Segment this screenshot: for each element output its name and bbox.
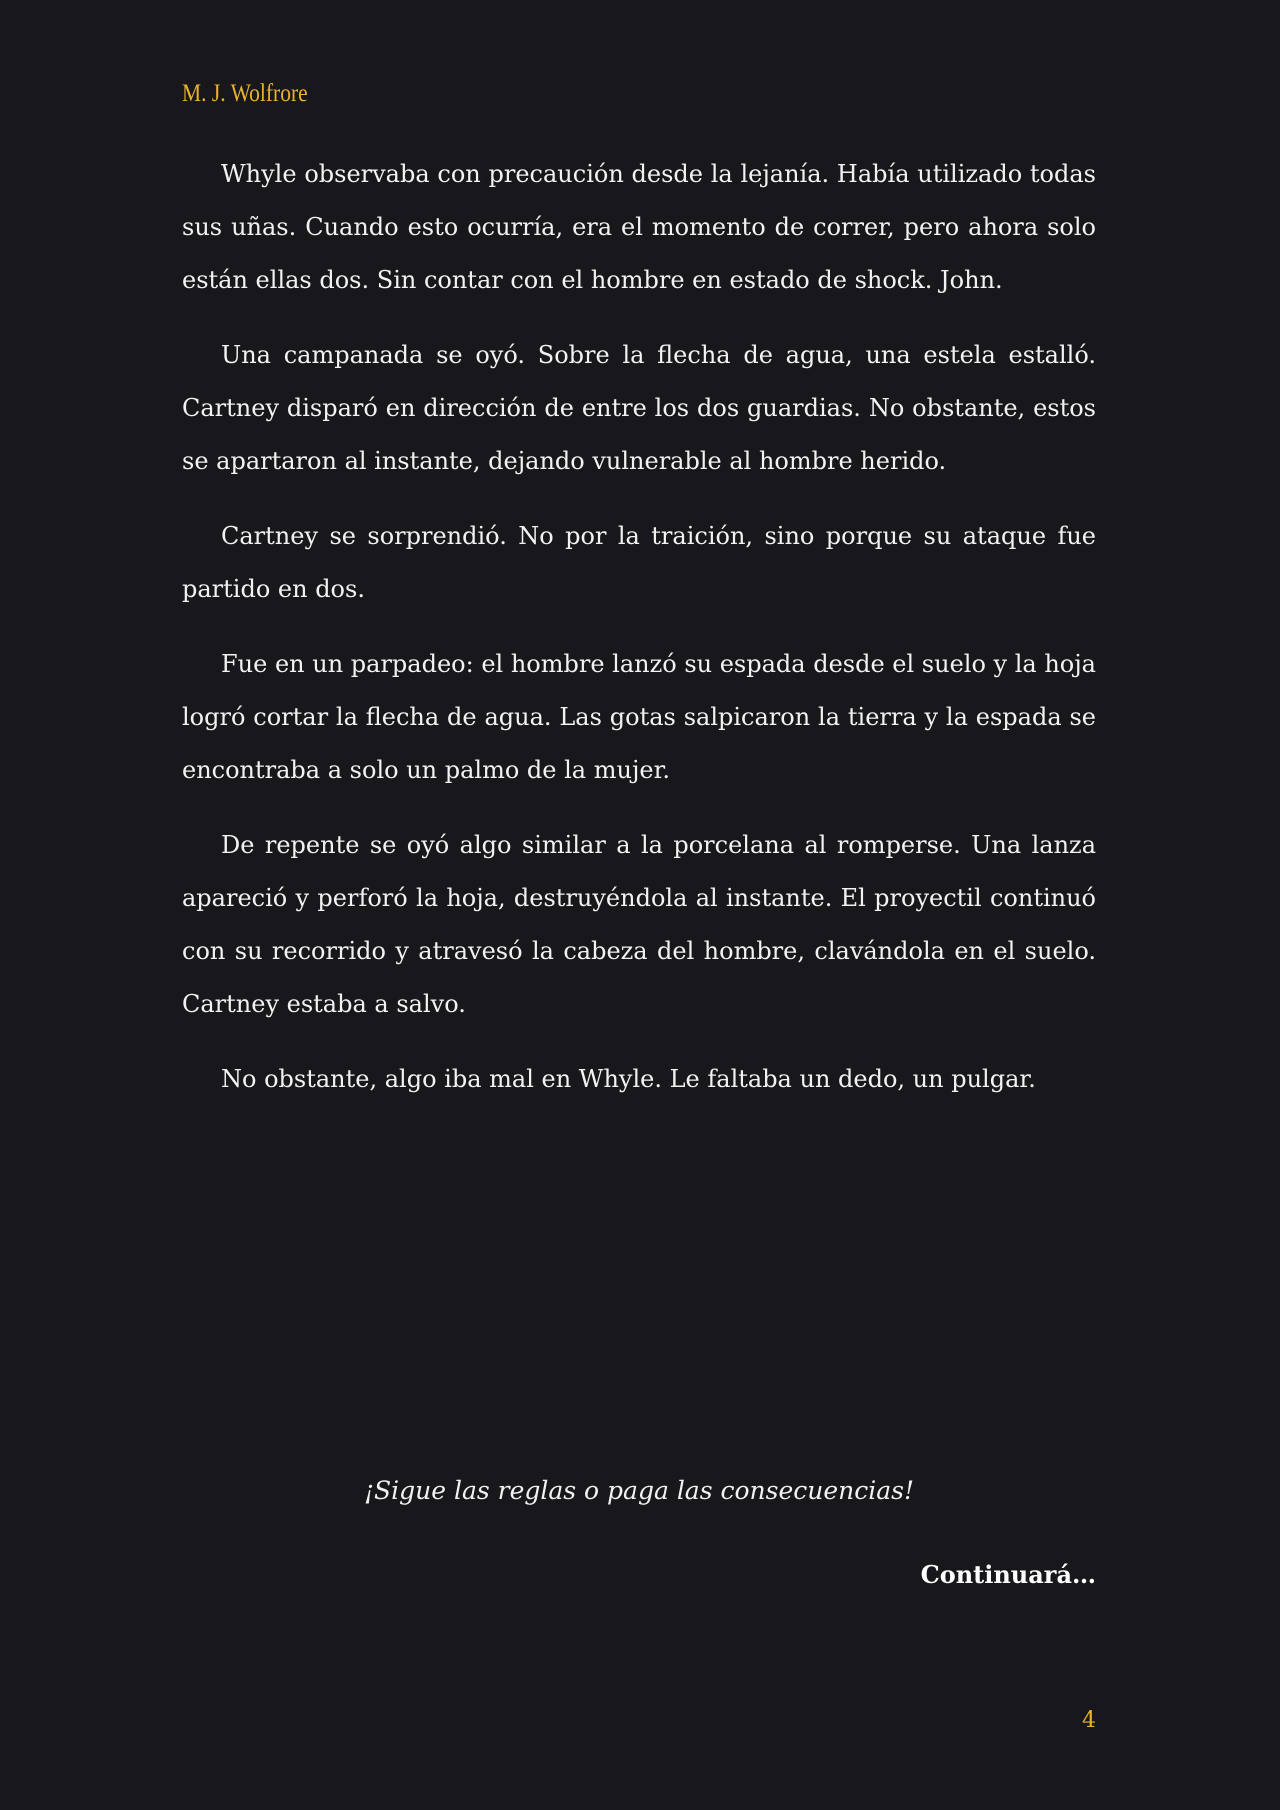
page-number: 4	[1082, 1708, 1096, 1733]
body-text	[182, 148, 1096, 1128]
paragraph: No obstante, algo iba mal en Whyle. Le faltaba un dedo, un pulgar.	[221, 1065, 1036, 1093]
paragraph: Una campanada se oyó. Sobre la flecha de agua, una estela estalló. Cartney disparó en dirección de entre los dos guardias. No obstante, estos se apartaron al instante, dejando vulnerable al hombre herido.	[182, 341, 1096, 475]
paragraph: Fue en un parpadeo: el hombre lanzó su espada desde el suelo y la hoja logró cortar la flecha de agua. Las gotas salpicaron la tierra y la espada se encontraba a solo un palmo de la mujer.	[182, 650, 1096, 784]
paragraph: De repente se oyó algo similar a la porcelana al romperse. Una lanza apareció y perforó la hoja, destruyéndola al instante. El proyectil continuó con su recorrido y atravesó la cabeza del hombre, clavándola en el suelo. Cartney estaba a salvo.	[182, 831, 1096, 1018]
paragraph: Whyle observaba con precaución desde la lejanía. Había utilizado todas sus uñas. Cuando esto ocurría, era el momento de correr, pero ahora solo están ellas dos. Sin contar con el hombre en estado de shock. John.	[182, 160, 1096, 294]
running-header-author: M. J. Wolfrore	[182, 80, 308, 107]
tagline: ¡Sigue las reglas o paga las consecuencias!	[363, 1476, 915, 1505]
to-be-continued: Continuará…	[920, 1560, 1096, 1589]
paragraph: Cartney se sorprendió. No por la traición, sino porque su ataque fue partido en dos.	[182, 522, 1096, 603]
